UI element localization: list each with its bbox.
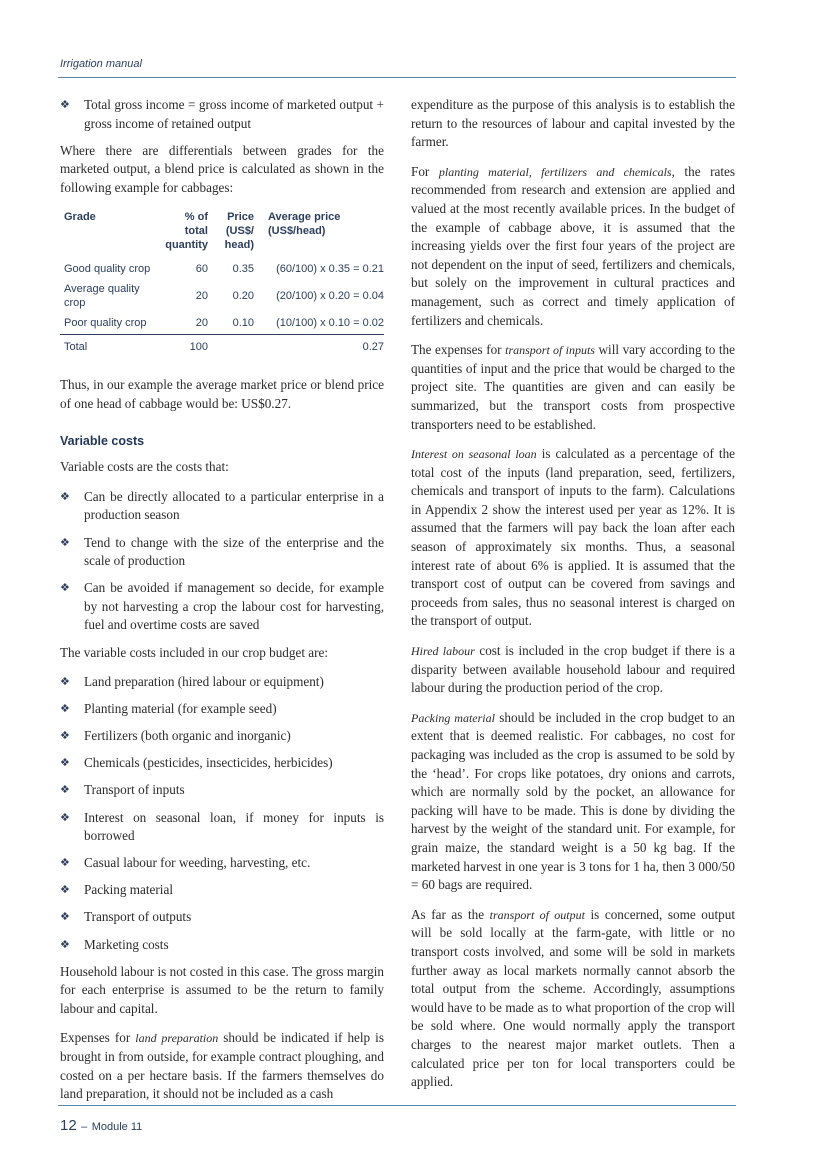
footer-module: Module 11 xyxy=(91,1121,143,1133)
list-item: ❖ Can be directly allocated to a particular enterprise in a production season xyxy=(60,488,384,523)
diamond-bullet-icon: ❖ xyxy=(60,489,70,503)
list-item: ❖ Transport of outputs xyxy=(60,908,384,927)
list-item: ❖ Transport of inputs xyxy=(60,781,384,800)
diamond-bullet-icon: ❖ xyxy=(60,883,70,897)
diamond-bullet-icon: ❖ xyxy=(60,856,70,870)
diamond-bullet-icon: ❖ xyxy=(60,98,70,111)
diamond-bullet-icon: ❖ xyxy=(60,535,70,549)
right-column xyxy=(411,96,735,1103)
list-item: ❖ Casual labour for weeding, harvesting, etc. xyxy=(60,854,384,873)
paragraph-transport-inputs: The expenses for transport of inputs will vary according to the quantities of input and the price that would be charged to the project site. The quantities are given and can easily be summarized, but the transport costs from prospective transporters need to be established. xyxy=(411,342,735,432)
list-item: ❖ Planting material (for example seed) xyxy=(60,700,384,719)
list-item: ❖ Chemicals (pesticides, insecticides, herbicides) xyxy=(60,754,384,773)
list-item: ❖ Packing material xyxy=(60,881,384,900)
diamond-bullet-icon: ❖ xyxy=(60,810,70,824)
list-item: ❖ Land preparation (hired labour or equipment) xyxy=(60,673,384,692)
bullet-total-gross-income: ❖ Total gross income = gross income of marketed output + gross income of retained output xyxy=(60,97,384,131)
paragraph-packing-material: Packing material should be included in the crop budget to an extent that is deemed realistic. For cabbages, no cost for packaging was included as the crop is assumed to be sold by the ‘head’. For crops like potatoes, dry onions and carrots, which are normally sold by the pocket, an allowance for packing will have to be made. This is done by dividing the harvest by the weight of the standard unit. For example, for grain maize, the standard weight is a 50 kg bag. If the marketed harvest in one year is 3 tons for 1 ha, then 3 000/50 = 60 bags are required. xyxy=(411,709,735,893)
list-item: ❖ Tend to change with the size of the enterprise and the scale of production xyxy=(60,534,384,569)
diamond-bullet-icon: ❖ xyxy=(60,702,70,716)
paragraph-planting-material: For planting material, fertilizers and chemicals, the rates recommended from research and extension are applied and valued at the most recently available prices. In the budget of the example of cabbage above, it is assumed that the increasing yields over the first four years of the project are not dependent on the input of seed, fertilizers and chemicals, but solely on the improvement in cultural practices and management, such as correct and timely application of fertilizers and chemicals. xyxy=(411,163,735,328)
diamond-bullet-icon: ❖ xyxy=(60,581,70,595)
table-row: Average quality crop 20 0.20 (20/100) x 0.20 = 0.04 xyxy=(64,283,384,310)
list-item: ❖ Fertilizers (both organic and inorganic) xyxy=(60,727,384,746)
col-header-average-price: Average price (US$/head) xyxy=(268,211,341,238)
list-item: ❖ Marketing costs xyxy=(60,936,384,955)
diamond-bullet-icon: ❖ xyxy=(60,675,70,689)
col-header-price: Price (US$/ head) xyxy=(224,211,254,252)
left-column xyxy=(60,96,384,1115)
list-item: ❖ Interest on seasonal loan, if money for inputs is borrowed xyxy=(60,809,384,844)
paragraph-hired-labour: Hired labour cost is included in the crop budget if there is a disparity between available household labour and required labour during the production period of the crop. xyxy=(411,643,736,696)
page-footer xyxy=(60,1117,142,1135)
paragraph-blend-price: Where there are differentials between grades for the marketed output, a blend price is calculated as shown in the following example for cabbages: xyxy=(60,142,384,195)
paragraph-included-costs: The variable costs included in our crop budget are: xyxy=(60,644,329,660)
paragraph-household-labour: Household labour is not costed in this case. The gross margin for each enterprise is assumed to be the return to family labour and capital. xyxy=(60,963,384,1016)
diamond-bullet-icon: ❖ xyxy=(60,756,70,770)
page-number: 12 xyxy=(60,1117,77,1134)
col-header-percent: % of total quantity xyxy=(165,211,208,252)
diamond-bullet-icon: ❖ xyxy=(60,910,70,924)
table-row: Good quality crop 60 0.35 (60/100) x 0.35 = 0.21 xyxy=(64,263,384,276)
header-rule xyxy=(58,77,736,78)
table-row: Poor quality crop 20 0.10 (10/100) x 0.10 = 0.02 xyxy=(64,317,384,330)
paragraph-interest-loan: Interest on seasonal loan is calculated as a percentage of the total cost of the inputs (land preparation, seed, fertilizers, chemicals and transport of inputs to the farm). Calculations in Appendix 2 show the interest used per year as 12%. It is assumed that the farmers will pay back the loan after each season of approximately six months. Thus, a seasonal interest rate of about 6% is applied. It is assumed that the transport cost of output can be covered from savings and proceeds from sales, thus no seasonal interest is charged on the transport of output. xyxy=(411,446,736,629)
paragraph-expenditure: expenditure as the purpose of this analysis is to establish the return to the resources of labour and capital invested by the farmer. xyxy=(411,97,735,150)
paragraph-transport-output: As far as the transport of output is concerned, some output will be sold locally at the farm-gate, with little or no transport costs involved, and some will be sold in markets further away as local markets normally cannot absorb the total output from the scheme. Accordingly, assumptions would have to be made as to what proportion of the crop will be sold where. One would normally apply the transport charges to the nearest major market outlets. Then a calculated price per ton for local transporters could be applied. xyxy=(411,906,735,1090)
table-header-row xyxy=(60,208,384,260)
paragraph-variable-costs-intro: Variable costs are the costs that: xyxy=(60,459,229,475)
footer-separator: – xyxy=(81,1121,88,1133)
col-header-grade: Grade xyxy=(64,211,96,224)
paragraph-average-price: Thus, in our example the average market price or blend price of one head of cabbage would be: US$0.27. xyxy=(60,377,384,412)
diamond-bullet-icon: ❖ xyxy=(60,729,70,743)
diamond-bullet-icon: ❖ xyxy=(60,937,70,951)
paragraph-land-preparation: Expenses for land preparation should be indicated if help is brought in from outside, for example contract ploughing, and costed on a per hectare basis. If the farmers themselves do land preparation, it should not be included as a cash xyxy=(60,1030,384,1102)
list-item: ❖ Can be avoided if management so decide, for example by not harvesting a crop the labour cost for harvesting, fuel and overtime costs are saved xyxy=(60,580,384,633)
table-total-row: Total 100 0.27 xyxy=(60,335,384,359)
running-header: Irrigation manual xyxy=(60,58,142,70)
grade-price-table xyxy=(60,208,384,358)
diamond-bullet-icon: ❖ xyxy=(60,783,70,797)
footer-rule xyxy=(58,1105,736,1106)
section-heading-variable-costs: Variable costs xyxy=(60,433,145,448)
